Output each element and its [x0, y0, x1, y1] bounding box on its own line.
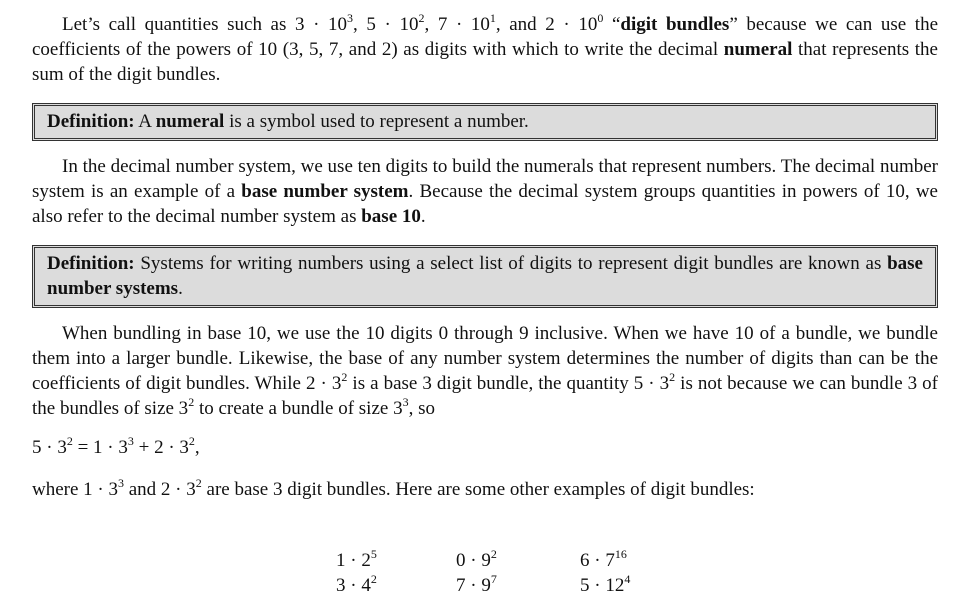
- text: .: [420, 206, 426, 227]
- text: “: [603, 14, 621, 35]
- example-bundle: [580, 548, 627, 573]
- text: ” because we can use the coefficients of the powers of 10 (3, 5, 7, and 2) as digits with which to write the decimal: [32, 14, 939, 60]
- text: is a base 3 digit bundle, the quantity 5 · 3: [347, 373, 670, 394]
- text: and 2 · 3: [124, 479, 196, 500]
- example-bundle: [336, 573, 377, 598]
- exponent: 3: [402, 394, 409, 409]
- exponent: 2: [66, 433, 73, 448]
- exponent: 2: [195, 475, 202, 490]
- exponent: 2: [370, 571, 377, 586]
- text: 3 · 4: [336, 575, 371, 596]
- text: 1 · 2: [336, 550, 371, 571]
- exponent: 2: [188, 394, 195, 409]
- text: A: [134, 111, 156, 132]
- text: In the decimal number system, we use ten digits to build the numerals that represent numbers. The decimal number system is an example of a: [32, 156, 938, 202]
- example-bundle: [336, 548, 377, 573]
- text: = 1 · 3: [72, 437, 128, 458]
- text: where 1 · 3: [32, 479, 118, 500]
- definition-label: Definition:: [47, 253, 135, 274]
- paragraph-examples-intro: [32, 477, 938, 502]
- exponent: 3: [347, 10, 354, 25]
- exponent: 0: [597, 10, 604, 25]
- text: that represents the sum of the digit bundles.: [32, 39, 938, 85]
- exponent: 7: [490, 571, 497, 586]
- text: , and 2 · 10: [495, 14, 598, 35]
- exponent: 4: [624, 571, 631, 586]
- text: Let’s call quantities such as 3 · 10: [62, 14, 348, 35]
- text: When bundling in base 10, we use the 10 digits 0 through 9 inclusive. When we have 10 of a bundle, we bundle them into a larger bundle. Likewise, the base of any number system determines the number of digits than can be the coefficients of digit bundles. While 2 · 3: [32, 323, 938, 394]
- text: ,: [194, 437, 200, 458]
- text: . Because the decimal system groups quantities in powers of 10, we also refer to the decimal number system as: [32, 181, 938, 227]
- term-base-number-system: base number system: [241, 181, 409, 202]
- exponent: 2: [418, 10, 425, 25]
- paragraph-decimal-system: [32, 154, 938, 229]
- text: Systems for writing numbers using a select list of digits to represent digit bundles are known as: [134, 253, 888, 274]
- exponent: 1: [489, 10, 496, 25]
- example-bundle: [456, 573, 497, 598]
- text: 0 · 9: [456, 550, 491, 571]
- text: , 7 · 10: [424, 14, 490, 35]
- definition-text: [47, 251, 923, 301]
- text: + 2 · 3: [133, 437, 189, 458]
- term-numeral: numeral: [723, 39, 793, 60]
- text: is not because we can bundle 3 of the bundles of size 3: [32, 373, 939, 419]
- exponent: 16: [614, 546, 627, 561]
- exponent: 2: [669, 369, 676, 384]
- text: are base 3 digit bundles. Here are some other examples of digit bundles:: [201, 479, 755, 500]
- exponent: 3: [127, 433, 134, 448]
- text: 5 · 3: [32, 437, 67, 458]
- definition-box-base-number-systems: [32, 245, 938, 308]
- text: , so: [408, 398, 435, 419]
- example-bundle: [456, 548, 497, 573]
- text: is a symbol used to represent a number.: [224, 111, 529, 132]
- term-base-10: base 10: [361, 206, 421, 227]
- exponent: 2: [341, 369, 348, 384]
- exponent: 3: [118, 475, 124, 490]
- term-digit-bundles: digit bundles: [620, 14, 730, 35]
- text: to create a bundle of size 3: [194, 398, 403, 419]
- text: .: [178, 278, 183, 299]
- paragraph-digit-bundles: [32, 12, 938, 87]
- definition-text: [47, 109, 923, 134]
- text: 5 · 12: [580, 575, 625, 596]
- equation: [32, 435, 938, 460]
- document-page: [32, 12, 938, 502]
- exponent: 2: [490, 546, 497, 561]
- exponent: 5: [370, 546, 377, 561]
- text: , 5 · 10: [353, 14, 419, 35]
- text: 6 · 7: [580, 550, 615, 571]
- definition-label: Definition:: [47, 111, 135, 132]
- paragraph-bundling: [32, 321, 938, 421]
- exponent: 2: [188, 433, 195, 448]
- text: 7 · 9: [456, 575, 491, 596]
- term-numeral: numeral: [155, 111, 225, 132]
- definition-box-numeral: [32, 103, 938, 141]
- example-bundle: [580, 573, 630, 598]
- term-base-number-systems: base number systems: [47, 253, 923, 299]
